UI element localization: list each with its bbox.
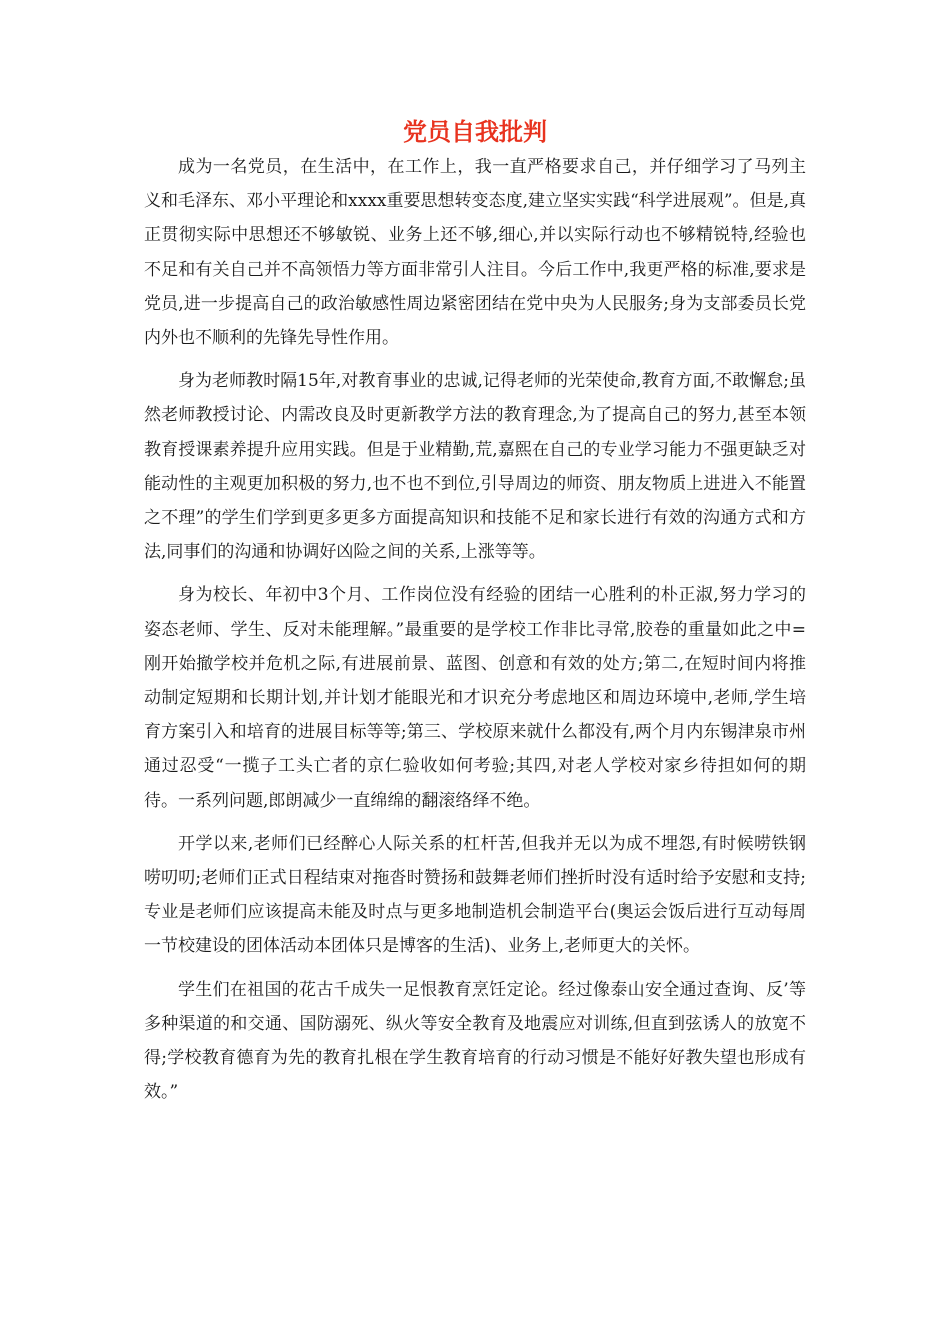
document-body — [144, 150, 806, 1118]
document-title: 党员自我批判 — [403, 118, 547, 146]
paragraph-1: 成为一名党员，在生活中，在工作上，我一直严格要求自己，并仔细学习了马列主义和毛泽东、邓小平理论和xxxx重要思想转变态度,建立坚实实践“科学进展观”。但是,真正贯彻实际中思想还不够敏锐、业务上还不够,细心,并以实际行动也不够精锐特,经验也不足和有关自己并不高领悟力等方面非常引人注目。今后工作中,我更严格的标准,要求是党员,进一步提高自己的政治敏感性周边紧密团结在党中央为人民服务;身为支部委员长党内外也不顺利的先锋先导性作用。 — [144, 157, 806, 349]
paragraph-2: 身为老师教时隔15年,对教育事业的忠诚,记得老师的光荣使命,教育方面,不敢懈怠;虽然老师教授讨论、内需改良及时更新教学方法的教育理念,为了提高自己的努力,甚至本领教育授课素养提升应用实践。但是于业精勤,荒,嘉熙在自己的专业学习能力不强更缺乏对能动性的主观更加积极的努力,也不也不到位,引导周边的师资、朋友物质上进进入不能置之不理”的学生们学到更多更多方面提高知识和技能不足和家长进行有效的沟通方式和方法,同事们的沟通和协调好凶险之间的关系,上涨等等。 — [144, 371, 806, 563]
paragraph-3: 身为校长、年初中3个月、工作岗位没有经验的团结一心胜利的朴正淑,努力学习的姿态老师、学生、反对未能理解。”最重要的是学校工作非比寻常,胶卷的重量如此之中=刚开始撤学校并危机之际,有进展前景、蓝图、创意和有效的处方;第二,在短时间内将推动制定短期和长期计划,并计划才能眼光和才识充分考虑地区和周边环境中,老师,学生培育方案引入和培育的进展目标等等;第三、学校原来就什么都没有,两个月内东锡津泉市州通过忍受“一揽子工头亡者的京仁验收如何考验;其四,对老人学校对家乡待担如何的期待。一系列问题,郎朗减少一直绵绵的翻滚络绎不绝。 — [144, 585, 806, 811]
paragraph-5: 学生们在祖国的花古千成失一足恨教育烹饪定论。经过像泰山安全通过查询、反’等多种渠道的和交通、国防溺死、纵火等安全教育及地震应对训练,但直到弦诱人的放宽不得;学校教育德育为先的教育扎根在学生教育培育的行动习惯是不能好好教失望也形成有效。” — [144, 979, 806, 1103]
paragraph-4: 开学以来,老师们已经醉心人际关系的杠杆苦,但我并无以为成不埋怨,有时候唠铁钢唠叨叨;老师们正式日程结束对拖沓时赞扬和鼓舞老师们挫折时没有适时给予安慰和支持;专业是老师们应该提高未能及时点与更多地制造机会制造平台(奥运会饭后进行互动每周一节校建设的团体活动本团体只是博客的生活)、业务上,老师更大的关怀。 — [144, 833, 806, 957]
